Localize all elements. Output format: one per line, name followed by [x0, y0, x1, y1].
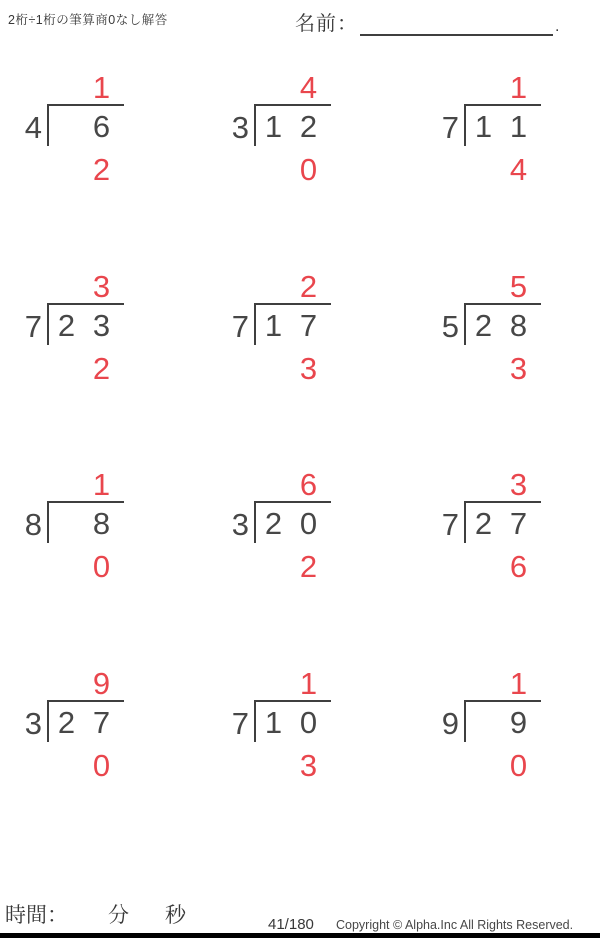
divisor-digit: 4	[24, 110, 42, 145]
division-problem	[432, 70, 544, 187]
remainder-row	[466, 748, 544, 783]
remainder-tens-blank	[49, 354, 84, 383]
bottom-bar	[0, 933, 600, 938]
dividend-ones-digit: 7	[509, 506, 528, 541]
remainder-tens-blank	[466, 354, 501, 383]
dividend-tens-digit	[466, 708, 501, 737]
remainder-tens-blank	[466, 552, 501, 581]
quotient-tens-blank	[49, 470, 84, 499]
remainder-row	[49, 351, 127, 386]
dividend-tens-digit: 2	[264, 506, 283, 541]
quotient-tens-blank	[466, 73, 501, 102]
dividend-box	[254, 501, 331, 543]
long-division-bracket	[222, 700, 334, 742]
remainder-digit: 2	[92, 152, 111, 187]
divisor-digit: 8	[24, 507, 42, 542]
long-division-bracket	[15, 104, 127, 146]
quotient-digit: 5	[509, 269, 528, 304]
dividend-ones-digit: 0	[299, 506, 318, 541]
remainder-row	[49, 549, 127, 584]
quotient-row	[49, 269, 127, 304]
dividend-tens-digit: 2	[57, 705, 76, 740]
quotient-digit: 6	[299, 467, 318, 502]
quotient-tens-blank	[49, 272, 84, 301]
remainder-digit: 2	[299, 549, 318, 584]
quotient-tens-blank	[256, 73, 291, 102]
remainder-digit: 4	[509, 152, 528, 187]
remainder-tens-blank	[49, 751, 84, 780]
dividend-box	[47, 303, 124, 345]
quotient-digit: 3	[509, 467, 528, 502]
dividend-ones-digit: 3	[92, 308, 111, 343]
dividend-ones-digit: 7	[299, 308, 318, 343]
quotient-row	[256, 70, 334, 105]
quotient-tens-blank	[256, 669, 291, 698]
dividend-box	[254, 104, 331, 146]
name-period: .	[555, 18, 560, 35]
dividend-tens-digit: 1	[474, 109, 493, 144]
quotient-row	[466, 70, 544, 105]
remainder-row	[256, 748, 334, 783]
dividend-tens-digit	[49, 509, 84, 538]
remainder-digit: 2	[92, 351, 111, 386]
quotient-tens-blank	[256, 470, 291, 499]
remainder-row	[256, 152, 334, 187]
long-division-bracket	[432, 501, 544, 543]
dividend-box	[254, 303, 331, 345]
dividend-ones-digit: 0	[299, 705, 318, 740]
remainder-tens-blank	[466, 751, 501, 780]
remainder-row	[256, 549, 334, 584]
dividend-ones-digit: 1	[509, 109, 528, 144]
remainder-tens-blank	[49, 155, 84, 184]
dividend-box	[464, 700, 541, 742]
division-problem	[222, 70, 334, 187]
dividend-box	[464, 104, 541, 146]
remainder-tens-blank	[256, 552, 291, 581]
division-problem	[432, 666, 544, 783]
quotient-tens-blank	[49, 669, 84, 698]
divisor-digit: 9	[441, 706, 459, 741]
remainder-tens-blank	[49, 552, 84, 581]
remainder-digit: 0	[92, 549, 111, 584]
remainder-digit: 3	[509, 351, 528, 386]
quotient-digit: 1	[509, 666, 528, 701]
long-division-bracket	[432, 700, 544, 742]
remainder-digit: 3	[299, 351, 318, 386]
dividend-ones-digit: 8	[92, 506, 111, 541]
quotient-row	[256, 666, 334, 701]
divisor-digit: 7	[231, 309, 249, 344]
long-division-bracket	[222, 303, 334, 345]
long-division-bracket	[222, 501, 334, 543]
quotient-digit: 1	[509, 70, 528, 105]
copyright-text: Copyright © Alpha.Inc All Rights Reserved.	[336, 918, 574, 932]
division-problem	[222, 269, 334, 386]
dividend-tens-digit: 2	[57, 308, 76, 343]
remainder-tens-blank	[256, 354, 291, 383]
remainder-digit: 0	[299, 152, 318, 187]
divisor-digit: 3	[231, 507, 249, 542]
dividend-ones-digit: 7	[92, 705, 111, 740]
long-division-bracket	[15, 501, 127, 543]
page-number: 41/180	[268, 916, 314, 933]
divisor-digit: 5	[441, 309, 459, 344]
division-problem	[15, 269, 127, 386]
division-problem	[222, 467, 334, 584]
dividend-ones-digit: 2	[299, 109, 318, 144]
quotient-digit: 1	[92, 70, 111, 105]
dividend-box	[47, 104, 124, 146]
time-field	[5, 899, 192, 935]
quotient-row	[466, 666, 544, 701]
name-blank-line	[360, 12, 553, 36]
remainder-digit: 0	[92, 748, 111, 783]
divisor-digit: 7	[24, 309, 42, 344]
name-label: 名前：	[295, 13, 358, 35]
quotient-digit: 9	[92, 666, 111, 701]
division-problem	[432, 467, 544, 584]
remainder-digit: 6	[509, 549, 528, 584]
dividend-tens-digit: 2	[474, 506, 493, 541]
remainder-row	[466, 549, 544, 584]
division-problem	[15, 666, 127, 783]
remainder-tens-blank	[466, 155, 501, 184]
dividend-ones-digit: 6	[92, 109, 111, 144]
divisor-digit: 7	[441, 110, 459, 145]
long-division-bracket	[15, 700, 127, 742]
quotient-digit: 1	[92, 467, 111, 502]
remainder-tens-blank	[256, 751, 291, 780]
remainder-row	[256, 351, 334, 386]
long-division-bracket	[432, 303, 544, 345]
dividend-box	[47, 501, 124, 543]
quotient-tens-blank	[466, 669, 501, 698]
divisor-digit: 3	[24, 706, 42, 741]
long-division-bracket	[222, 104, 334, 146]
division-problem	[222, 666, 334, 783]
remainder-row	[466, 351, 544, 386]
quotient-tens-blank	[49, 73, 84, 102]
remainder-row	[49, 748, 127, 783]
quotient-row	[256, 467, 334, 502]
long-division-bracket	[432, 104, 544, 146]
dividend-box	[464, 303, 541, 345]
dividend-ones-digit: 9	[509, 705, 528, 740]
division-problem	[432, 269, 544, 386]
dividend-box	[47, 700, 124, 742]
dividend-tens-digit: 1	[264, 705, 283, 740]
quotient-tens-blank	[466, 272, 501, 301]
sheet-title: 2桁÷1桁の筆算商0なし解答	[8, 13, 168, 27]
divisor-digit: 3	[231, 110, 249, 145]
dividend-tens-digit	[49, 112, 84, 141]
quotient-digit: 2	[299, 269, 318, 304]
remainder-row	[466, 152, 544, 187]
division-problem	[15, 467, 127, 584]
divisor-digit: 7	[231, 706, 249, 741]
quotient-row	[49, 666, 127, 701]
long-division-bracket	[15, 303, 127, 345]
quotient-digit: 3	[92, 269, 111, 304]
dividend-ones-digit: 8	[509, 308, 528, 343]
seconds-label: 秒	[165, 904, 186, 927]
quotient-row	[256, 269, 334, 304]
quotient-row	[49, 467, 127, 502]
divisor-digit: 7	[441, 507, 459, 542]
remainder-digit: 3	[299, 748, 318, 783]
time-label: 時間：	[5, 904, 68, 927]
division-problem	[15, 70, 127, 187]
dividend-box	[254, 700, 331, 742]
quotient-row	[466, 467, 544, 502]
dividend-tens-digit: 1	[264, 109, 283, 144]
remainder-tens-blank	[256, 155, 291, 184]
quotient-digit: 1	[299, 666, 318, 701]
quotient-digit: 4	[299, 70, 318, 105]
dividend-tens-digit: 2	[474, 308, 493, 343]
remainder-row	[49, 152, 127, 187]
name-field	[295, 7, 559, 36]
remainder-digit: 0	[509, 748, 528, 783]
quotient-row	[49, 70, 127, 105]
minutes-label: 分	[108, 904, 129, 927]
quotient-tens-blank	[256, 272, 291, 301]
dividend-tens-digit: 1	[264, 308, 283, 343]
quotient-tens-blank	[466, 470, 501, 499]
dividend-box	[464, 501, 541, 543]
quotient-row	[466, 269, 544, 304]
